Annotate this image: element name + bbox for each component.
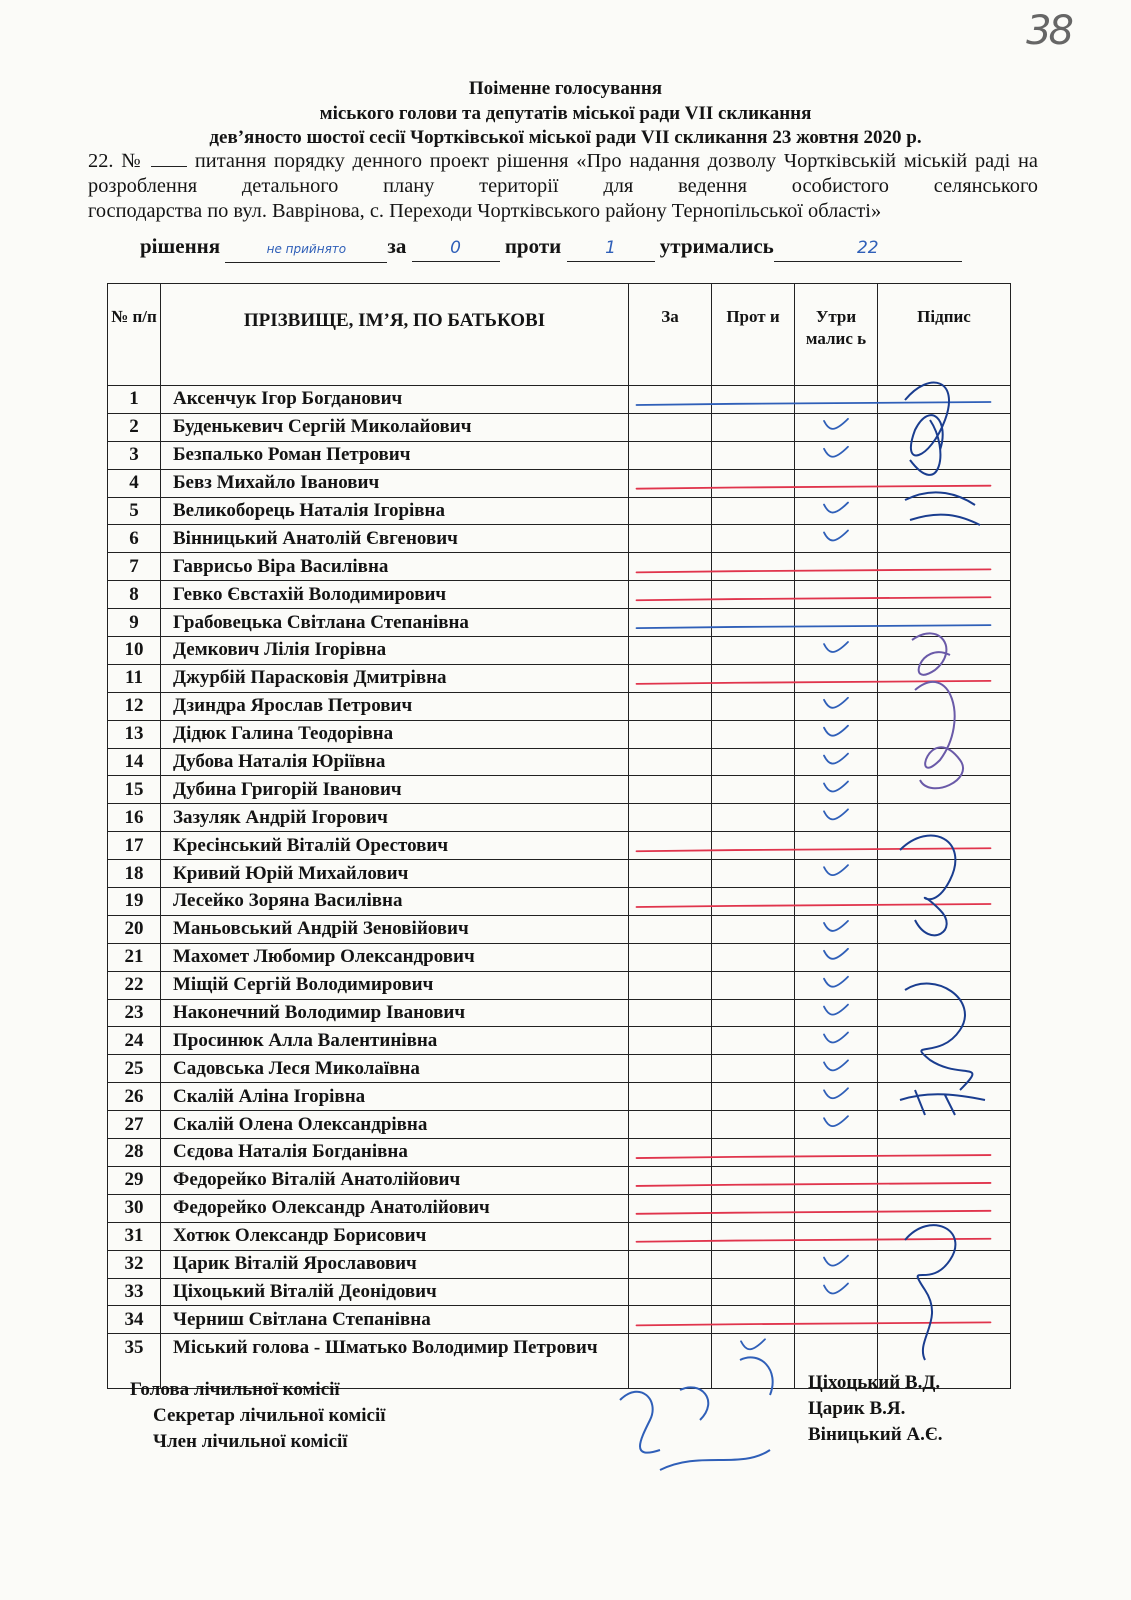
signature-cell — [878, 1027, 1011, 1055]
deputy-name: Міщій Сергій Володимирович — [161, 971, 629, 999]
vote-result — [140, 234, 962, 263]
vote-against-cell — [712, 1278, 795, 1306]
table-row — [108, 999, 1011, 1027]
vote-abstain-cell — [795, 581, 878, 609]
row-number: 17 — [108, 832, 161, 860]
vote-abstain-cell — [795, 1111, 878, 1139]
vote-against-cell — [712, 469, 795, 497]
vote-against-cell — [712, 1027, 795, 1055]
deputy-name: Буденькевич Сергій Миколайович — [161, 413, 629, 441]
question-text-line1: питання порядку денного проект рішення «Про надання дозволу Чортківській — [187, 150, 897, 172]
row-number: 23 — [108, 999, 161, 1027]
vote-against-cell — [712, 860, 795, 888]
deputy-name: Дідюк Галина Теодорівна — [161, 720, 629, 748]
vote-abstain-cell — [795, 748, 878, 776]
deputy-name: Демкович Лілія Ігорівна — [161, 637, 629, 665]
vote-against-cell — [712, 804, 795, 832]
table-row — [108, 860, 1011, 888]
row-number: 31 — [108, 1222, 161, 1250]
signature-cell — [878, 497, 1011, 525]
table-row — [108, 943, 1011, 971]
row-number: 26 — [108, 1083, 161, 1111]
table-header-row — [108, 284, 1011, 386]
for-label: за — [387, 234, 407, 258]
row-number: 2 — [108, 413, 161, 441]
table-row — [108, 553, 1011, 581]
deputy-name: Кресінський Віталій Орестович — [161, 832, 629, 860]
signature-cell — [878, 1194, 1011, 1222]
table-row — [108, 692, 1011, 720]
vote-abstain-cell — [795, 832, 878, 860]
table-row — [108, 832, 1011, 860]
vote-for-cell — [629, 1055, 712, 1083]
against-value: 1 — [567, 241, 655, 262]
row-number: 1 — [108, 386, 161, 414]
row-number: 13 — [108, 720, 161, 748]
vote-against-cell — [712, 664, 795, 692]
abstained-label: утримались — [659, 234, 774, 258]
vote-against-cell — [712, 609, 795, 637]
header-abstain: Утри малис ь — [795, 284, 878, 386]
vote-for-cell — [629, 1222, 712, 1250]
vote-against-cell — [712, 1055, 795, 1083]
signature-cell — [878, 581, 1011, 609]
deputy-name: Дзиндра Ярослав Петрович — [161, 692, 629, 720]
deputy-name: Царик Віталій Ярославович — [161, 1250, 629, 1278]
vote-against-cell — [712, 1083, 795, 1111]
deputy-name: Лесейко Зоряна Василівна — [161, 888, 629, 916]
row-number: 33 — [108, 1278, 161, 1306]
vote-for-cell — [629, 888, 712, 916]
table-row — [108, 664, 1011, 692]
signature-cell — [878, 888, 1011, 916]
table-row — [108, 888, 1011, 916]
signature-cell — [878, 1111, 1011, 1139]
deputy-name: Кривий Юрій Михайлович — [161, 860, 629, 888]
vote-against-cell — [712, 748, 795, 776]
commission-secretary-name: Царик В.Я. — [808, 1398, 906, 1419]
vote-abstain-cell — [795, 943, 878, 971]
vote-abstain-cell — [795, 1194, 878, 1222]
deputy-name: Сєдова Наталія Богданівна — [161, 1139, 629, 1167]
vote-abstain-cell — [795, 1166, 878, 1194]
vote-abstain-cell — [795, 525, 878, 553]
vote-against-cell — [712, 999, 795, 1027]
question-text-line3: господарства по вул. Ваврінова, с. Переходи Чортківського району Тернопільської області» — [88, 200, 882, 222]
row-number: 19 — [108, 888, 161, 916]
vote-for-cell — [629, 943, 712, 971]
table-row — [108, 1111, 1011, 1139]
vote-abstain-cell — [795, 1222, 878, 1250]
row-number: 4 — [108, 469, 161, 497]
vote-abstain-cell — [795, 1027, 878, 1055]
vote-for-cell — [629, 1306, 712, 1334]
question-number: 22. № — [88, 150, 144, 172]
vote-abstain-cell — [795, 692, 878, 720]
vote-abstain-cell — [795, 999, 878, 1027]
decision-label: рішення — [140, 234, 221, 258]
deputy-name: Зазуляк Андрій Ігорович — [161, 804, 629, 832]
table-row — [108, 971, 1011, 999]
vote-for-cell — [629, 1166, 712, 1194]
row-number: 8 — [108, 581, 161, 609]
table-row — [108, 748, 1011, 776]
deputy-name: Вінницький Анатолій Євгенович — [161, 525, 629, 553]
vote-abstain-cell — [795, 469, 878, 497]
vote-against-cell — [712, 971, 795, 999]
vote-for-cell — [629, 469, 712, 497]
signature-cell — [878, 469, 1011, 497]
signature-cell — [878, 999, 1011, 1027]
row-number: 6 — [108, 525, 161, 553]
vote-for-cell — [629, 1194, 712, 1222]
vote-abstain-cell — [795, 888, 878, 916]
deputy-name: Хотюк Олександр Борисович — [161, 1222, 629, 1250]
signature-cell — [878, 1083, 1011, 1111]
deputy-name: Бевз Михайло Іванович — [161, 469, 629, 497]
table-row — [108, 469, 1011, 497]
signature-cell — [878, 1222, 1011, 1250]
vote-for-cell — [629, 1083, 712, 1111]
commission-chair-name: Ціхоцький В.Д. — [808, 1372, 941, 1393]
deputy-name: Гаврисьо Віра Василівна — [161, 553, 629, 581]
vote-against-cell — [712, 720, 795, 748]
abstained-value: 22 — [774, 241, 962, 262]
row-number: 16 — [108, 804, 161, 832]
commission-secretary-label: Секретар лічильної комісії — [153, 1405, 386, 1426]
row-number: 29 — [108, 1166, 161, 1194]
deputy-name: Джурбій Парасковія Дмитрівна — [161, 664, 629, 692]
row-number: 5 — [108, 497, 161, 525]
question-text-line2: міській раді на розроблення детального плану території для ведення особистого селянського — [88, 150, 1038, 197]
table-row — [108, 386, 1011, 414]
vote-table — [107, 283, 1011, 1389]
vote-for-cell — [629, 776, 712, 804]
vote-for-cell — [629, 1111, 712, 1139]
vote-abstain-cell — [795, 1139, 878, 1167]
vote-against-cell — [712, 776, 795, 804]
table-row — [108, 776, 1011, 804]
row-number: 35 — [108, 1334, 161, 1389]
vote-against-cell — [712, 915, 795, 943]
commission-member-label: Член лічильної комісії — [153, 1431, 348, 1452]
table-row — [108, 1055, 1011, 1083]
vote-for-cell — [629, 748, 712, 776]
vote-abstain-cell — [795, 441, 878, 469]
signature-cell — [878, 1278, 1011, 1306]
vote-for-cell — [629, 441, 712, 469]
vote-against-cell — [712, 1194, 795, 1222]
deputy-name: Дубова Наталія Юріївна — [161, 748, 629, 776]
deputy-name: Гевко Євстахій Володимирович — [161, 581, 629, 609]
vote-against-cell — [712, 888, 795, 916]
document-title: Поіменне голосування — [468, 78, 663, 99]
vote-abstain-cell — [795, 1306, 878, 1334]
deputy-name: Скалій Олена Олександрівна — [161, 1111, 629, 1139]
vote-abstain-cell — [795, 915, 878, 943]
vote-for-cell — [629, 720, 712, 748]
signature-cell — [878, 971, 1011, 999]
row-number: 34 — [108, 1306, 161, 1334]
deputy-name: Ціхоцький Віталій Деонідович — [161, 1278, 629, 1306]
vote-against-cell — [712, 581, 795, 609]
deputy-name: Аксенчук Ігор Богданович — [161, 386, 629, 414]
vote-for-cell — [629, 637, 712, 665]
vote-against-cell — [712, 692, 795, 720]
row-number: 7 — [108, 553, 161, 581]
vote-for-cell — [629, 553, 712, 581]
page-number: 38 — [1026, 8, 1071, 54]
deputy-name: Махомет Любомир Олександрович — [161, 943, 629, 971]
row-number: 20 — [108, 915, 161, 943]
vote-for-cell — [629, 609, 712, 637]
signature-cell — [878, 413, 1011, 441]
deputy-name: Наконечний Володимир Іванович — [161, 999, 629, 1027]
signature-cell — [878, 915, 1011, 943]
deputy-name: Скалій Аліна Ігорівна — [161, 1083, 629, 1111]
question-number-blank — [151, 150, 187, 167]
row-number: 32 — [108, 1250, 161, 1278]
vote-against-cell — [712, 497, 795, 525]
deputy-name: Черниш Світлана Степанівна — [161, 1306, 629, 1334]
row-number: 9 — [108, 609, 161, 637]
vote-for-cell — [629, 915, 712, 943]
deputy-name: Маньовський Андрій Зеновійович — [161, 915, 629, 943]
row-number: 22 — [108, 971, 161, 999]
signature-cell — [878, 1139, 1011, 1167]
table-row — [108, 1222, 1011, 1250]
commission-member-name: Віницький А.Є. — [808, 1424, 943, 1445]
vote-against-cell — [712, 832, 795, 860]
signature-cell — [878, 609, 1011, 637]
vote-for-cell — [629, 386, 712, 414]
signature-cell — [878, 860, 1011, 888]
header-signature: Підпис — [878, 284, 1011, 386]
vote-for-cell — [629, 497, 712, 525]
vote-for-cell — [629, 999, 712, 1027]
table-row — [108, 1306, 1011, 1334]
deputy-name: Міський голова - Шматько Володимир Петрович — [161, 1334, 629, 1389]
table-row — [108, 441, 1011, 469]
deputy-name: Федорейко Віталій Анатолійович — [161, 1166, 629, 1194]
vote-against-cell — [712, 1111, 795, 1139]
vote-against-cell — [712, 1222, 795, 1250]
row-number: 21 — [108, 943, 161, 971]
vote-abstain-cell — [795, 804, 878, 832]
vote-abstain-cell — [795, 1278, 878, 1306]
table-row — [108, 1139, 1011, 1167]
row-number: 3 — [108, 441, 161, 469]
vote-abstain-cell — [795, 609, 878, 637]
signature-cell — [878, 776, 1011, 804]
signature-cell — [878, 1306, 1011, 1334]
vote-for-cell — [629, 1139, 712, 1167]
table-row — [108, 1250, 1011, 1278]
session-line: дев’яносто шостої сесії Чортківської міської ради VII скликання 23 жовтня 2020 р. — [209, 127, 922, 148]
deputy-name: Великоборець Наталія Ігорівна — [161, 497, 629, 525]
deputy-name: Дубина Григорій Іванович — [161, 776, 629, 804]
signature-cell — [878, 804, 1011, 832]
vote-for-cell — [629, 581, 712, 609]
vote-for-cell — [629, 804, 712, 832]
vote-against-cell — [712, 637, 795, 665]
row-number: 12 — [108, 692, 161, 720]
signature-cell — [878, 832, 1011, 860]
vote-for-cell — [629, 1027, 712, 1055]
signature-cell — [878, 1055, 1011, 1083]
vote-abstain-cell — [795, 497, 878, 525]
deputy-name: Безпалько Роман Петрович — [161, 441, 629, 469]
row-number: 30 — [108, 1194, 161, 1222]
signature-cell — [878, 637, 1011, 665]
deputy-name: Просинюк Алла Валентинівна — [161, 1027, 629, 1055]
signature-cell — [878, 664, 1011, 692]
vote-abstain-cell — [795, 1083, 878, 1111]
commission-chair-label: Голова лічильної комісії — [130, 1379, 340, 1400]
deputy-name: Федорейко Олександр Анатолійович — [161, 1194, 629, 1222]
table-row — [108, 637, 1011, 665]
decision-value: не прийнято — [225, 242, 387, 263]
vote-for-cell — [629, 832, 712, 860]
vote-for-cell — [629, 413, 712, 441]
table-row — [108, 915, 1011, 943]
vote-abstain-cell — [795, 413, 878, 441]
for-value: 0 — [412, 241, 500, 262]
table-row — [108, 581, 1011, 609]
header-for: За — [629, 284, 712, 386]
vote-abstain-cell — [795, 1055, 878, 1083]
against-label: проти — [504, 234, 562, 258]
table-row — [108, 1278, 1011, 1306]
signature-cell — [878, 1166, 1011, 1194]
signature-scribble — [620, 1387, 770, 1470]
vote-abstain-cell — [795, 386, 878, 414]
table-row — [108, 1166, 1011, 1194]
vote-for-cell — [629, 860, 712, 888]
header-name: ПРІЗВИЩЕ, ІМ’Я, ПО БАТЬКОВІ — [161, 284, 629, 386]
row-number: 27 — [108, 1111, 161, 1139]
vote-against-cell — [712, 943, 795, 971]
vote-abstain-cell — [795, 720, 878, 748]
vote-for-cell — [629, 1278, 712, 1306]
vote-against-cell — [712, 1334, 795, 1389]
row-number: 10 — [108, 637, 161, 665]
vote-for-cell — [629, 525, 712, 553]
table-row — [108, 1083, 1011, 1111]
signature-cell — [878, 441, 1011, 469]
vote-for-cell — [629, 1250, 712, 1278]
vote-for-cell — [629, 664, 712, 692]
signature-cell — [878, 525, 1011, 553]
vote-for-cell — [629, 1334, 712, 1389]
header-num: № п/п — [108, 284, 161, 386]
agenda-question — [88, 149, 1038, 224]
vote-abstain-cell — [795, 776, 878, 804]
vote-abstain-cell — [795, 971, 878, 999]
signature-cell — [878, 720, 1011, 748]
signature-cell — [878, 1250, 1011, 1278]
vote-against-cell — [712, 553, 795, 581]
signature-cell — [878, 553, 1011, 581]
deputy-name: Садовська Леся Миколаївна — [161, 1055, 629, 1083]
table-row — [108, 413, 1011, 441]
signature-cell — [878, 386, 1011, 414]
row-number: 15 — [108, 776, 161, 804]
row-number: 24 — [108, 1027, 161, 1055]
vote-against-cell — [712, 1166, 795, 1194]
table-row — [108, 497, 1011, 525]
signature-cell — [878, 748, 1011, 776]
row-number: 28 — [108, 1139, 161, 1167]
document-subtitle: міського голови та депутатів міської ради VII скликання — [319, 103, 812, 124]
row-number: 11 — [108, 664, 161, 692]
table-row — [108, 720, 1011, 748]
table-row — [108, 1027, 1011, 1055]
vote-for-cell — [629, 692, 712, 720]
vote-against-cell — [712, 525, 795, 553]
vote-abstain-cell — [795, 1250, 878, 1278]
deputy-name: Грабовецька Світлана Степанівна — [161, 609, 629, 637]
vote-against-cell — [712, 1250, 795, 1278]
vote-against-cell — [712, 413, 795, 441]
vote-against-cell — [712, 441, 795, 469]
table-row — [108, 525, 1011, 553]
vote-against-cell — [712, 1139, 795, 1167]
table-row — [108, 1194, 1011, 1222]
table-row — [108, 804, 1011, 832]
vote-abstain-cell — [795, 860, 878, 888]
vote-abstain-cell — [795, 553, 878, 581]
vote-abstain-cell — [795, 664, 878, 692]
row-number: 14 — [108, 748, 161, 776]
table-row — [108, 609, 1011, 637]
signature-cell — [878, 943, 1011, 971]
row-number: 18 — [108, 860, 161, 888]
vote-for-cell — [629, 971, 712, 999]
vote-against-cell — [712, 1306, 795, 1334]
vote-against-cell — [712, 386, 795, 414]
signature-cell — [878, 692, 1011, 720]
row-number: 25 — [108, 1055, 161, 1083]
vote-abstain-cell — [795, 637, 878, 665]
header-against: Прот и — [712, 284, 795, 386]
